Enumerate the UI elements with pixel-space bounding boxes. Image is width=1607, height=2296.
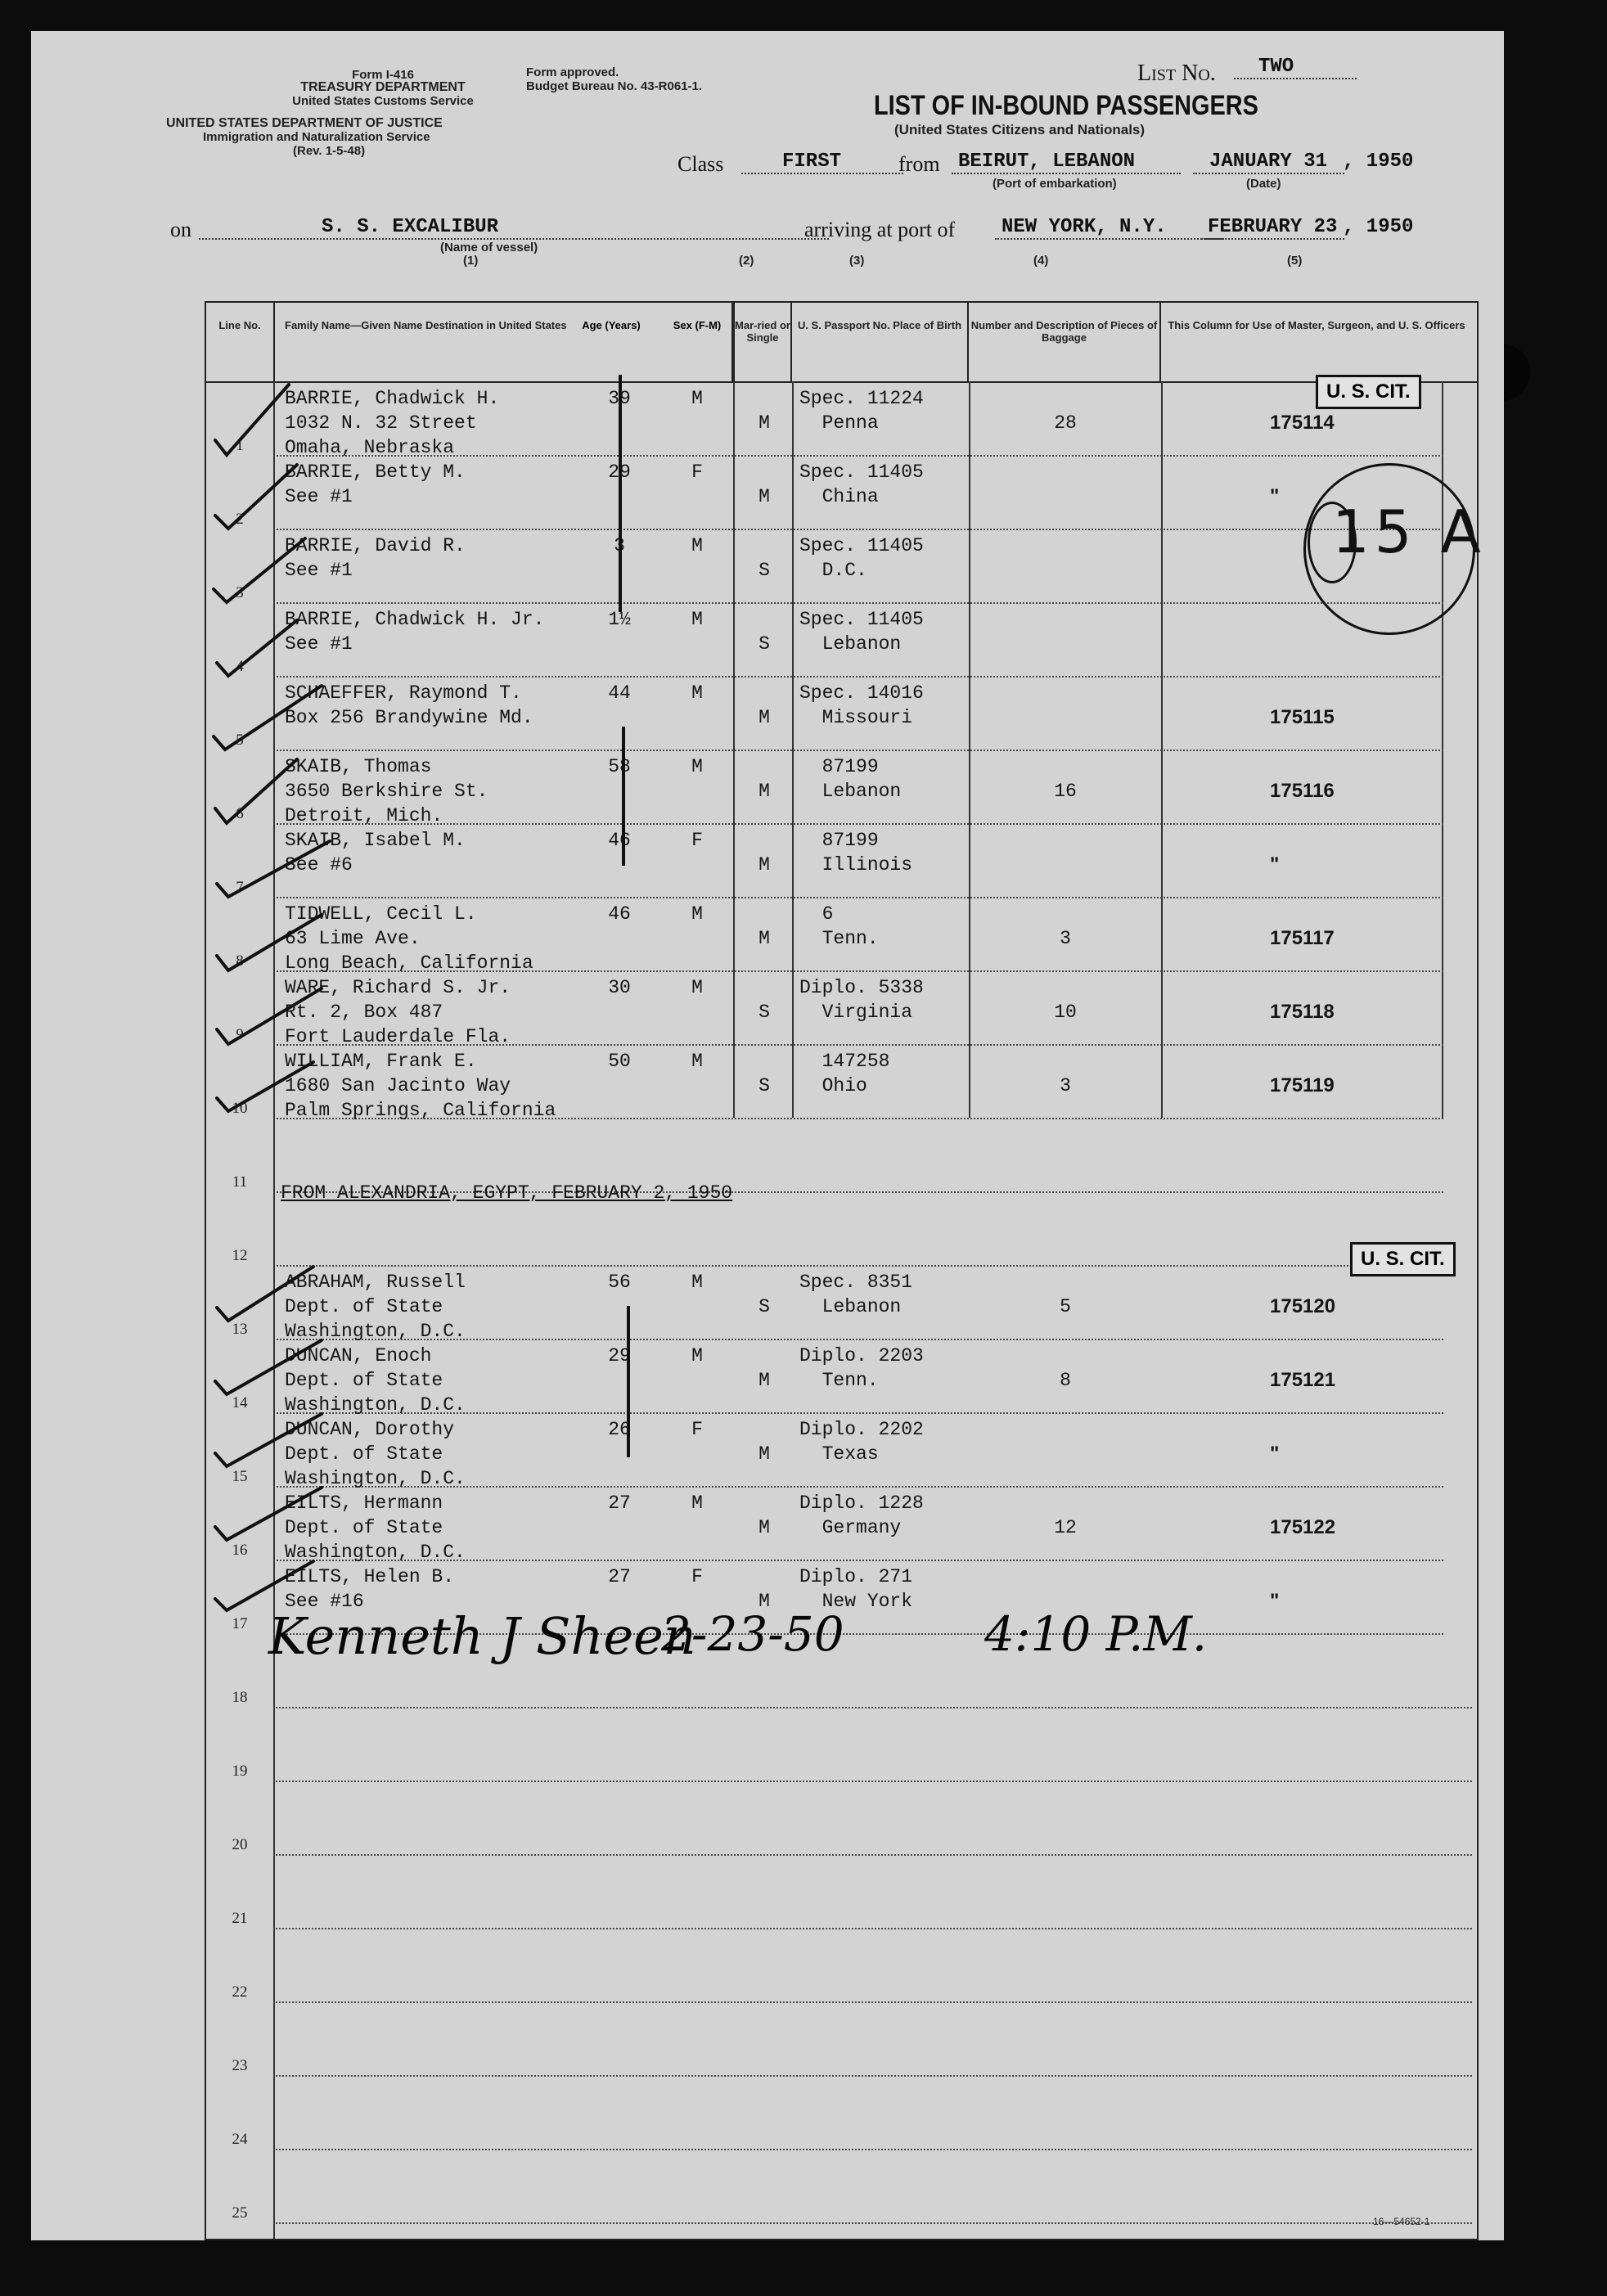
cell-age: 27: [608, 1566, 631, 1587]
row-divider: [273, 1707, 1472, 1708]
col-officers-header: This Column for Use of Master, Surgeon, and U. S. Officers: [1168, 319, 1465, 331]
year-1: , 1950: [1343, 151, 1414, 173]
cell-name: EILTS, Helen B. See #16: [285, 1566, 455, 1612]
line-number: 14: [232, 1394, 248, 1411]
cell-ms: S: [758, 1296, 770, 1317]
cell-ms: M: [758, 707, 770, 728]
ins-service: Immigration and Naturalization Service: [203, 130, 430, 144]
line-number: 23: [232, 2057, 248, 2074]
cell-age: 56: [608, 1272, 631, 1293]
cell-sex: M: [691, 609, 703, 630]
footer-code: 16—54652-1: [1373, 2216, 1430, 2227]
cell-name: SCHAEFFER, Raymond T. Box 256 Brandywine Md.: [285, 682, 533, 728]
row-divider: [273, 2149, 1472, 2150]
line-number: 19: [232, 1763, 248, 1780]
port-caption: (Port of embarkation): [993, 177, 1117, 191]
cell-sex: M: [691, 682, 703, 704]
col-married-header: Mar-ried or Single: [733, 303, 792, 381]
cell-age: 39: [608, 388, 631, 409]
row-divider: [273, 529, 1443, 530]
line-number: 20: [232, 1836, 248, 1853]
section-heading-alexandria: FROM ALEXANDRIA, EGYPT, FEBRUARY 2, 1950: [281, 1182, 733, 1204]
col-4-number: (4): [1033, 254, 1049, 268]
cell-ms: S: [758, 560, 770, 581]
line-number: 17: [232, 1615, 248, 1632]
cell-age: 46: [608, 830, 631, 851]
signature-time: 4:10 P.M.: [984, 1606, 1208, 1662]
on-label: on: [170, 218, 191, 241]
row-divider: [273, 1781, 1472, 1782]
cell-ms: S: [758, 1075, 770, 1096]
cell-officer: ": [1270, 1590, 1280, 1612]
line-number: 10: [232, 1100, 248, 1117]
cell-sex: F: [691, 1419, 703, 1440]
class-label: Class: [677, 152, 724, 176]
cell-officer: 175120: [1270, 1295, 1336, 1317]
cell-bag: 10: [1054, 1002, 1077, 1023]
cell-passport: 87199 Illinois: [822, 830, 913, 876]
justice-dept: UNITED STATES DEPARTMENT OF JUSTICE: [166, 116, 443, 130]
cell-passport: Diplo. 271 New York: [799, 1566, 913, 1612]
line-number: 4: [236, 658, 244, 675]
cell-ms: S: [758, 1002, 770, 1023]
cell-bag: 8: [1060, 1370, 1071, 1391]
list-no-value: TWO: [1234, 56, 1357, 79]
col-age-header: Age (Years): [582, 319, 641, 331]
cell-age: 46: [608, 903, 631, 925]
hand-mark: [619, 375, 622, 612]
row-divider: [273, 2222, 1472, 2224]
col-name-header: Family Name—Given Name Destination in United States: [275, 303, 733, 381]
row-divider: [273, 602, 1443, 604]
cell-passport: Spec. 11405 D.C.: [799, 535, 924, 581]
arrival-port: NEW YORK, N.Y.: [995, 216, 1224, 240]
class-value: FIRST: [741, 151, 903, 174]
cell-passport: Spec. 14016 Missouri: [799, 682, 924, 728]
cell-passport: Spec. 11405 Lebanon: [799, 609, 924, 655]
line-number: 2: [236, 511, 244, 528]
line-number: 13: [232, 1321, 248, 1338]
hand-mark: [627, 1306, 630, 1457]
line-number: 24: [232, 2131, 248, 2148]
cell-ms: M: [758, 854, 770, 876]
cell-name: BARRIE, Chadwick H. Jr. See #1: [285, 609, 545, 655]
us-citizen-stamp: U. S. CIT.: [1316, 375, 1421, 409]
signature-name: Kenneth J Sheen: [268, 1606, 696, 1666]
cell-age: 30: [608, 977, 631, 998]
line-number: 5: [236, 732, 244, 749]
line-number: 1: [236, 437, 244, 454]
cell-name: WILLIAM, Frank E. 1680 San Jacinto Way Palm Springs, California: [285, 1051, 556, 1121]
cell-bag: 3: [1060, 1075, 1071, 1096]
row-divider: [273, 1854, 1472, 1856]
cell-sex: M: [691, 977, 703, 998]
cell-sex: M: [691, 756, 703, 777]
cell-officer: 175122: [1270, 1516, 1336, 1538]
cell-passport: Diplo. 2203 Tenn.: [799, 1345, 924, 1391]
cell-ms: M: [758, 1591, 770, 1612]
cell-ms: M: [758, 1443, 770, 1465]
cell-name: SKAIB, Isabel M. See #6: [285, 830, 466, 876]
cell-age: 26: [608, 1419, 631, 1440]
line-number: 3: [236, 584, 244, 601]
cell-sex: M: [691, 535, 703, 556]
list-no-label: List No.: [1137, 61, 1216, 86]
cell-sex: F: [691, 830, 703, 851]
cell-sex: M: [691, 1272, 703, 1293]
date-caption: (Date): [1246, 177, 1281, 191]
cell-name: ABRAHAM, Russell Dept. of State Washington, D.C.: [285, 1272, 466, 1342]
cell-officer: 175116: [1270, 780, 1335, 802]
cell-age: 29: [608, 1345, 631, 1366]
cell-age: 29: [608, 461, 631, 483]
year-2: , 1950: [1343, 216, 1414, 238]
cell-age: 1½: [608, 609, 631, 630]
cell-age: 50: [608, 1051, 631, 1072]
cell-ms: S: [758, 633, 770, 655]
col-sex-header: Sex (F-M): [673, 319, 722, 331]
cell-name: BARRIE, Chadwick H. 1032 N. 32 Street Omaha, Nebraska: [285, 388, 500, 458]
cell-officer: 175119: [1270, 1074, 1335, 1096]
embark-date: JANUARY 31: [1193, 151, 1344, 174]
cell-ms: M: [758, 1517, 770, 1538]
check-marks: [199, 375, 412, 1618]
row-divider: [273, 897, 1443, 898]
cell-bag: 12: [1054, 1517, 1077, 1538]
cell-passport: Diplo. 5338 Virginia: [799, 977, 924, 1023]
customs-service: United States Customs Service: [292, 94, 474, 108]
col-5-number: (5): [1287, 254, 1303, 268]
cell-sex: M: [691, 1492, 703, 1514]
row-divider: [273, 2001, 1472, 2003]
hand-mark: [622, 727, 625, 866]
form-approved: Form approved.: [526, 65, 619, 79]
row-divider: [273, 1265, 1443, 1267]
line-number: 8: [236, 952, 244, 970]
cell-sex: M: [691, 1345, 703, 1366]
cell-passport: Spec. 11405 China: [799, 461, 924, 507]
cell-officer: 175117: [1270, 927, 1335, 949]
line-number: 9: [236, 1026, 244, 1043]
row-divider: [273, 2075, 1472, 2077]
cell-passport: 87199 Lebanon: [822, 756, 902, 802]
cell-age: 44: [608, 682, 631, 704]
col-line-header: Line No.: [206, 303, 275, 381]
form-number: Form I-416: [352, 68, 414, 82]
cell-passport: 6 Tenn.: [822, 903, 879, 949]
vessel-caption: (Name of vessel): [440, 241, 538, 254]
cell-sex: M: [691, 1051, 703, 1072]
cell-passport: Diplo. 2202 Texas: [799, 1419, 924, 1465]
arrival-date: FEBRUARY 23: [1201, 216, 1344, 240]
cell-ms: M: [758, 1370, 770, 1391]
line-number: 6: [236, 805, 244, 822]
vessel-name: S. S. EXCALIBUR: [199, 216, 829, 240]
circled-number: 15 A: [1332, 497, 1486, 566]
line-number: 16: [232, 1542, 248, 1559]
document-page: [31, 31, 1504, 2240]
cell-ms: M: [758, 781, 770, 802]
row-divider: [273, 750, 1443, 751]
cell-ms: M: [758, 412, 770, 434]
cell-passport: 147258 Ohio: [822, 1051, 890, 1096]
from-label: from: [898, 152, 940, 176]
arriving-label: arriving at port of: [804, 218, 956, 241]
page-title: LIST OF IN-BOUND PASSENGERS: [874, 90, 1258, 121]
cell-bag: 5: [1060, 1296, 1071, 1317]
cell-bag: 28: [1054, 412, 1077, 434]
cell-officer: 175118: [1270, 1001, 1335, 1023]
budget-bureau: Budget Bureau No. 43-R061-1.: [526, 79, 703, 93]
cell-name: BARRIE, Betty M. See #1: [285, 461, 466, 507]
cell-name: BARRIE, David R. See #1: [285, 535, 466, 581]
cell-officer: 175114: [1270, 412, 1335, 434]
cell-name: EILTS, Hermann Dept. of State Washington, D.C.: [285, 1492, 466, 1563]
row-divider: [273, 1928, 1472, 1929]
us-citizen-stamp: U. S. CIT.: [1350, 1242, 1456, 1276]
line-number: 22: [232, 1983, 248, 2001]
cell-bag: 3: [1060, 928, 1071, 949]
line-number: 11: [232, 1173, 248, 1191]
cell-passport: Spec. 8351 Lebanon: [799, 1272, 913, 1317]
cell-name: TIDWELL, Cecil L. 63 Lime Ave. Long Beach, California: [285, 903, 533, 974]
cell-officer: ": [1270, 485, 1280, 507]
cell-name: WARE, Richard S. Jr. Rt. 2, Box 487 Fort Lauderdale Fla.: [285, 977, 511, 1047]
cell-officer: 175121: [1270, 1369, 1336, 1391]
cell-officer: 175115: [1270, 706, 1335, 728]
cell-sex: M: [691, 903, 703, 925]
cell-passport: Diplo. 1228 Germany: [799, 1492, 924, 1538]
cell-sex: F: [691, 1566, 703, 1587]
from-value: BEIRUT, LEBANON: [952, 151, 1181, 174]
cell-name: DUNCAN, Dorothy Dept. of State Washington, D.C.: [285, 1419, 466, 1489]
line-number: 7: [236, 879, 244, 896]
cell-officer: ": [1270, 1443, 1280, 1465]
cell-passport: Spec. 11224 Penna: [799, 388, 924, 434]
cell-sex: M: [691, 388, 703, 409]
col-3-number: (3): [849, 254, 865, 268]
row-divider: [273, 676, 1443, 678]
treasury-dept: TREASURY DEPARTMENT: [300, 80, 466, 94]
cell-bag: 16: [1054, 781, 1077, 802]
line-number: 21: [232, 1910, 248, 1927]
col-passport-header: U. S. Passport No. Place of Birth: [792, 303, 969, 381]
vessel-col-no: (1): [463, 254, 479, 268]
line-number: 15: [232, 1468, 248, 1485]
cell-ms: M: [758, 928, 770, 949]
cell-officer: ": [1270, 853, 1280, 876]
line-number: 25: [232, 2204, 248, 2222]
cell-age: 58: [608, 756, 631, 777]
signature-date: 2-23-50: [661, 1606, 844, 1662]
cell-name: DUNCAN, Enoch Dept. of State Washington, D.C.: [285, 1345, 466, 1416]
col-2-number: (2): [739, 254, 754, 268]
inner-oval: [1308, 502, 1357, 583]
revision: (Rev. 1-5-48): [293, 144, 366, 158]
line-number: 18: [232, 1689, 248, 1706]
cell-age: 27: [608, 1492, 631, 1514]
cell-age: 3: [614, 535, 625, 556]
page-subtitle: (United States Citizens and Nationals): [894, 122, 1146, 137]
cell-sex: F: [691, 461, 703, 483]
line-number: 12: [232, 1247, 248, 1264]
cell-ms: M: [758, 486, 770, 507]
col-baggage-header: Number and Description of Pieces of Baggage: [969, 303, 1161, 381]
cell-name: SKAIB, Thomas 3650 Berkshire St. Detroit, Mich.: [285, 756, 488, 826]
